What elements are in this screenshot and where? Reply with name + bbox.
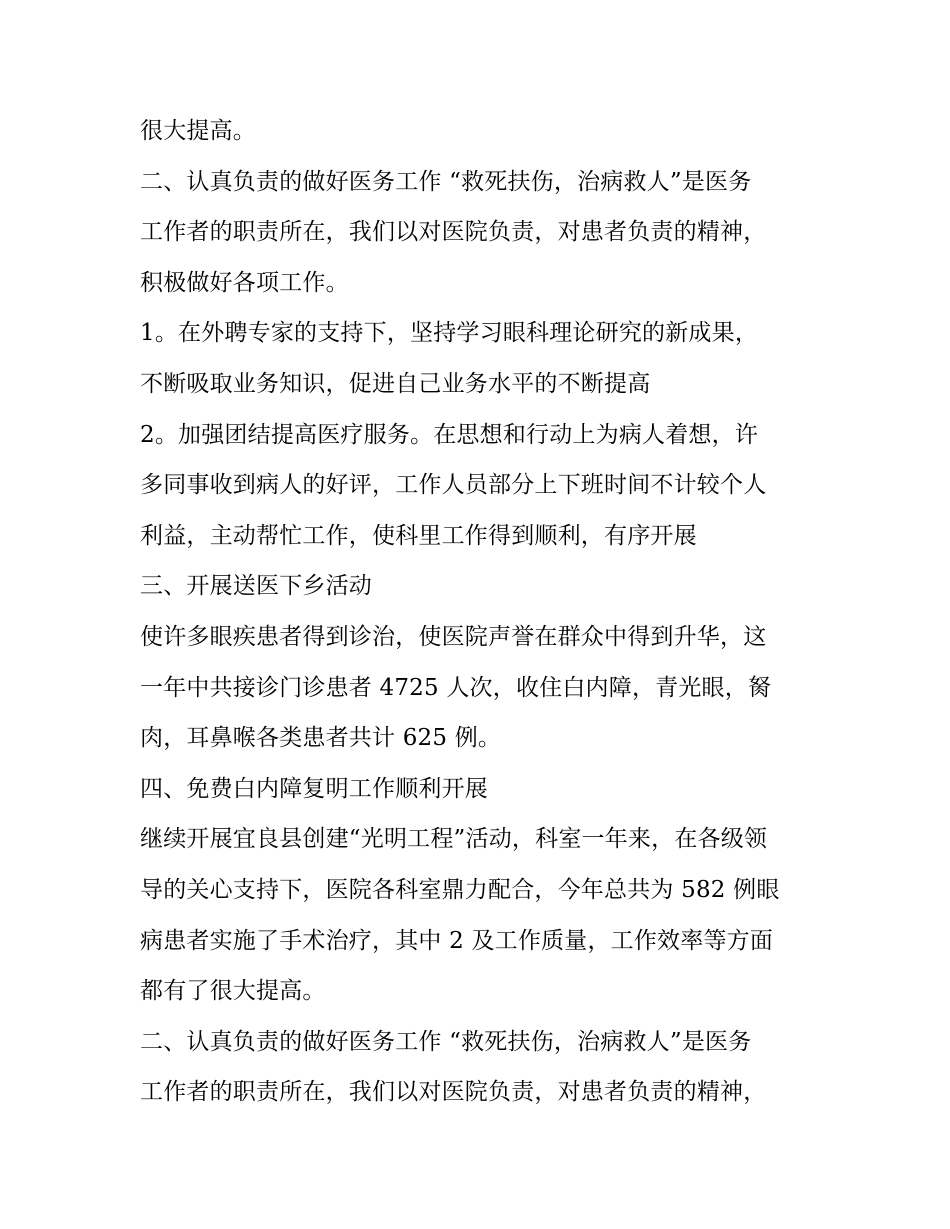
text-line: 病患者实施了手术治疗，其中 2 及工作质量，工作效率等方面	[140, 927, 774, 954]
text-line: 都有了很大提高。	[140, 978, 326, 1005]
text-line: 使许多眼疾患者得到诊治，使医院声誉在群众中得到升华，这	[140, 623, 767, 650]
text-line: 导的关心支持下，医院各科室鼎力配合，今年总共为 582 例眼	[140, 876, 780, 903]
text-line: 一年中共接诊门诊患者 4725 人次，收住白内障，青光眼，胬	[140, 674, 772, 701]
text-line: 2。加强团结提高医疗服务。在思想和行动上为病人着想，许	[140, 421, 759, 448]
text-line: 1。在外聘专家的支持下，坚持学习眼科理论研究的新成果，	[140, 320, 759, 347]
text-line: 很大提高。	[140, 118, 256, 144]
text-line: 二、认真负责的做好医务工作 “救死扶伤，治病救人”是医务	[140, 168, 752, 195]
text-line: 工作者的职责所在，我们以对医院负责，对患者负责的精神，	[140, 219, 767, 246]
text-line: 二、认真负责的做好医务工作 “救死扶伤，治病救人”是医务	[140, 1028, 752, 1055]
section-heading: 四、免费白内障复明工作顺利开展	[140, 775, 488, 802]
text-line: 积极做好各项工作。	[140, 269, 349, 296]
section-heading: 三、开展送医下乡活动	[140, 573, 372, 600]
text-line: 继续开展宜良县创建“光明工程”活动，科室一年来，在各级领	[140, 826, 768, 853]
text-line: 不断吸取业务知识，促进自己业务水平的不断提高	[140, 370, 651, 397]
text-line: 肉，耳鼻喉各类患者共计 625 例。	[140, 725, 502, 752]
document-body	[140, 106, 820, 1118]
text-line: 多同事收到病人的好评，工作人员部分上下班时间不计较个人	[140, 472, 767, 499]
text-line: 工作者的职责所在，我们以对医院负责，对患者负责的精神，	[140, 1079, 767, 1106]
text-line: 利益，主动帮忙工作，使科里工作得到顺利，有序开展	[140, 522, 697, 549]
